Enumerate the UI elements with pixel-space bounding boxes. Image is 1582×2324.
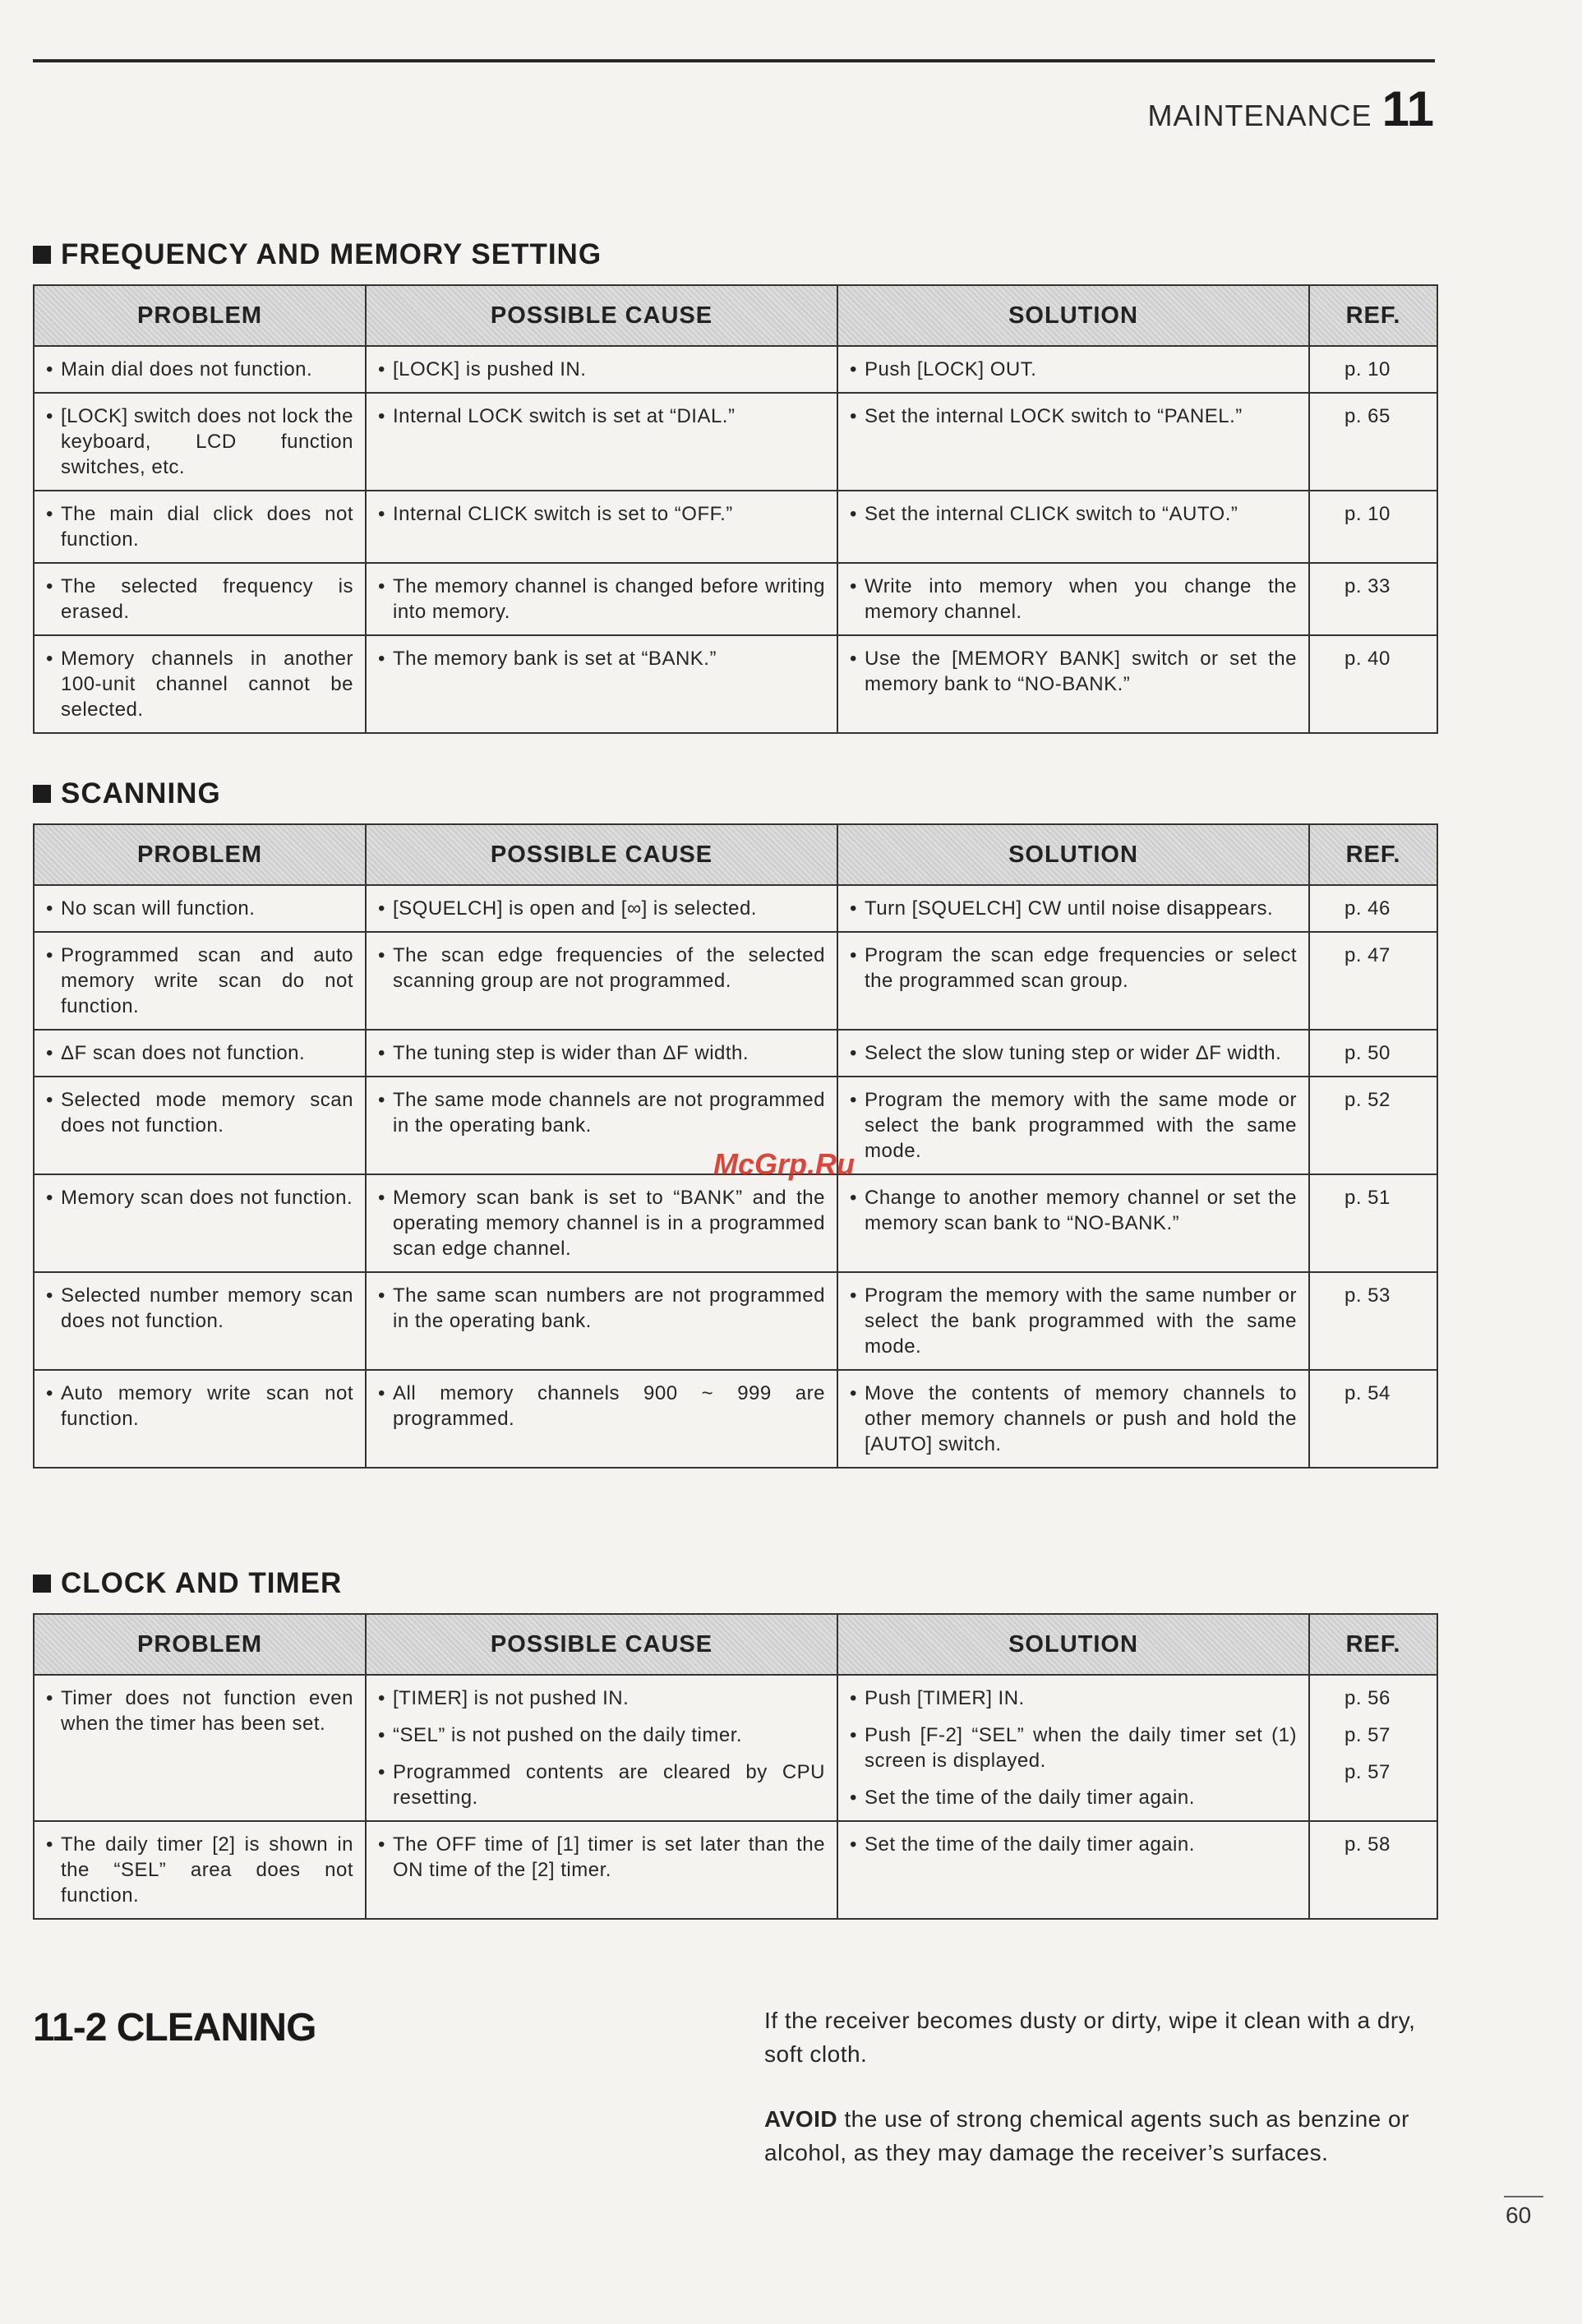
bullet-icon: • — [850, 944, 857, 966]
bullet-icon: • — [850, 405, 857, 427]
problem-cell — [34, 1077, 366, 1174]
solution-cell — [837, 635, 1309, 733]
solution — [850, 1087, 1297, 1164]
solution — [850, 574, 1297, 625]
ref-cell — [1309, 1675, 1437, 1821]
cause — [378, 1381, 825, 1432]
bullet-icon: • — [46, 944, 53, 966]
cause — [378, 1685, 825, 1711]
cause-cell — [366, 1675, 837, 1821]
table-row — [34, 1675, 1437, 1821]
cause — [378, 896, 825, 921]
bullet-icon: • — [378, 1687, 385, 1709]
cause-text: The same scan numbers are not programmed in the operating bank. — [393, 1284, 825, 1332]
solution-cell — [837, 1272, 1309, 1370]
page-ref: p. 40 — [1344, 648, 1391, 670]
solution — [850, 1685, 1297, 1711]
solution — [850, 943, 1297, 994]
cleaning-paragraph: If the receiver becomes dusty or dirty, wipe it clean with a dry, soft cloth. — [764, 2008, 1416, 2067]
problem-text: Selected number memory scan does not function. — [61, 1284, 353, 1332]
solution-cell — [837, 1821, 1309, 1919]
solution-cell — [837, 1675, 1309, 1821]
ref-cell — [1309, 1077, 1437, 1174]
solution-text: Move the contents of memory channels to other memory channels or push and hold the [AUTO] switch. — [865, 1382, 1297, 1455]
cause-cell — [366, 393, 837, 491]
cause-text: Internal LOCK switch is set at “DIAL.” — [393, 405, 736, 427]
bullet-icon: • — [378, 1187, 385, 1209]
bullet-icon: • — [850, 1382, 857, 1404]
solution-text: Set the internal LOCK switch to “PANEL.” — [865, 405, 1243, 427]
bullet-icon: • — [378, 1089, 385, 1111]
problem — [46, 1087, 353, 1138]
table-row — [34, 885, 1437, 932]
section-clock-timer — [33, 1559, 1437, 1920]
ref-cell — [1309, 393, 1437, 491]
solution-text: Push [LOCK] OUT. — [865, 358, 1037, 380]
cause — [378, 1185, 825, 1261]
bullet-icon: • — [378, 1042, 385, 1064]
bullet-icon: • — [378, 1284, 385, 1307]
problem — [46, 1040, 353, 1066]
bullet-icon: • — [46, 358, 53, 380]
problem-cell — [34, 1030, 366, 1077]
bullet-icon: • — [850, 1089, 857, 1111]
cause-cell — [366, 1030, 837, 1077]
problem — [46, 357, 353, 382]
problem-cell — [34, 346, 366, 393]
solution-text: Program the scan edge frequencies or select the programmed scan group. — [865, 944, 1297, 992]
ref-cell — [1309, 491, 1437, 563]
bullet-icon: • — [46, 1687, 53, 1709]
cause — [378, 943, 825, 994]
ref-cell — [1309, 346, 1437, 393]
bullet-icon: • — [850, 575, 857, 597]
cause-text: The tuning step is wider than ΔF width. — [393, 1042, 749, 1064]
problem-cell — [34, 563, 366, 635]
problem-cell — [34, 393, 366, 491]
cause — [378, 357, 825, 382]
col-header-solution: SOLUTION — [837, 285, 1309, 346]
cause — [378, 1759, 825, 1810]
solution-text: Write into memory when you change the memory channel. — [865, 575, 1297, 623]
table-row — [34, 1174, 1437, 1272]
cause-cell — [366, 346, 837, 393]
problem-text: Memory scan does not function. — [61, 1187, 353, 1209]
section-scanning — [33, 769, 1437, 1469]
ref-cell — [1309, 635, 1437, 733]
watermark-text: McGrp.Ru — [713, 1147, 856, 1181]
problem — [46, 501, 353, 552]
cause-text: Memory scan bank is set to “BANK” and the operating memory channel is in a programmed scan edge channel. — [393, 1187, 825, 1260]
problem — [46, 1283, 353, 1334]
cause-cell — [366, 635, 837, 733]
cause-text: The scan edge frequencies of the selected scanning group are not programmed. — [393, 944, 825, 992]
page-ref: p. 47 — [1344, 944, 1391, 966]
bullet-icon: • — [378, 405, 385, 427]
problem — [46, 943, 353, 1019]
bullet-icon: • — [46, 1284, 53, 1307]
ref-cell — [1309, 1174, 1437, 1272]
page-ref: p. 53 — [1344, 1284, 1391, 1307]
cause — [378, 1832, 825, 1883]
cause-cell — [366, 491, 837, 563]
solution-text: Change to another memory channel or set the memory scan bank to “NO-BANK.” — [865, 1187, 1297, 1234]
bullet-icon: • — [378, 503, 385, 525]
solution-cell — [837, 491, 1309, 563]
cause-text: The memory bank is set at “BANK.” — [393, 648, 717, 670]
bullet-icon: • — [850, 897, 857, 920]
bullet-icon: • — [46, 1042, 53, 1064]
page-ref: p. 58 — [1344, 1833, 1391, 1856]
solution-text: Set the internal CLICK switch to “AUTO.” — [865, 503, 1238, 525]
problem-text: Main dial does not function. — [61, 358, 313, 380]
problem — [46, 1185, 353, 1210]
cause-text: The memory channel is changed before writing into memory. — [393, 575, 825, 623]
ref-cell — [1309, 563, 1437, 635]
bullet-icon: • — [850, 1687, 857, 1709]
problem-text: The main dial click does not function. — [61, 503, 353, 551]
bullet-icon: • — [850, 503, 857, 525]
problem-text: Auto memory write scan not function. — [61, 1382, 353, 1430]
problem — [46, 403, 353, 480]
col-header-problem: PROBLEM — [34, 824, 366, 885]
cause-cell — [366, 932, 837, 1030]
col-header-ref: REF. — [1309, 1614, 1437, 1675]
ref-cell — [1309, 1370, 1437, 1468]
solution-cell — [837, 346, 1309, 393]
problem-text: Programmed scan and auto memory write scan do not function. — [61, 944, 353, 1017]
cause-cell — [366, 1370, 837, 1468]
section-title: SCANNING — [61, 777, 221, 809]
problem-text: No scan will function. — [61, 897, 256, 920]
cause-cell — [366, 1174, 837, 1272]
page-ref: p. 54 — [1344, 1382, 1391, 1404]
bullet-square-icon — [33, 246, 51, 264]
bullet-square-icon — [33, 785, 51, 803]
troubleshooting-table — [33, 823, 1438, 1469]
solution — [850, 646, 1297, 697]
bullet-icon: • — [378, 358, 385, 380]
page-ref: p. 50 — [1344, 1042, 1391, 1064]
solution-text: Use the [MEMORY BANK] switch or set the memory bank to “NO-BANK.” — [865, 648, 1297, 695]
bullet-icon: • — [850, 1187, 857, 1209]
problem-cell — [34, 885, 366, 932]
cause-text: [TIMER] is not pushed IN. — [393, 1687, 630, 1709]
solution-text: Select the slow tuning step or wider ΔF width. — [865, 1042, 1282, 1064]
section-frequency-memory — [33, 230, 1437, 734]
section-title: CLOCK AND TIMER — [61, 1567, 343, 1599]
cause — [378, 1040, 825, 1066]
table-row — [34, 346, 1437, 393]
table-row — [34, 635, 1437, 733]
troubleshooting-table — [33, 1613, 1438, 1920]
bullet-icon: • — [850, 358, 857, 380]
cause — [378, 1283, 825, 1334]
bullet-icon: • — [378, 944, 385, 966]
solution — [850, 1283, 1297, 1359]
solution-text: Push [F-2] “SEL” when the daily timer set (1) screen is displayed. — [865, 1724, 1297, 1772]
bullet-icon: • — [378, 1724, 385, 1746]
troubleshooting-table — [33, 284, 1438, 734]
solution — [850, 1185, 1297, 1236]
cause — [378, 501, 825, 527]
cause-text: “SEL” is not pushed on the daily timer. — [393, 1724, 743, 1746]
section-title: FREQUENCY AND MEMORY SETTING — [61, 238, 602, 270]
page-ref: p. 57 — [1344, 1761, 1391, 1783]
solution-cell — [837, 1370, 1309, 1468]
table-row — [34, 563, 1437, 635]
chapter-number: 11 — [1381, 81, 1434, 136]
solution-text: Set the time of the daily timer again. — [865, 1833, 1195, 1856]
page-ref: p. 65 — [1344, 405, 1391, 427]
cleaning-heading: 11-2 CLEANING — [33, 2006, 316, 2050]
page-ref: p. 46 — [1344, 897, 1391, 920]
bullet-icon: • — [850, 1787, 857, 1809]
page-ref: p. 33 — [1344, 575, 1391, 597]
col-header-ref: REF. — [1309, 824, 1437, 885]
col-header-solution: SOLUTION — [837, 824, 1309, 885]
solution — [850, 1381, 1297, 1457]
problem-text: ΔF scan does not function. — [61, 1042, 306, 1064]
table-row — [34, 1272, 1437, 1370]
problem-cell — [34, 635, 366, 733]
problem — [46, 1381, 353, 1432]
cause-cell — [366, 885, 837, 932]
solution — [850, 501, 1297, 527]
page-header — [1148, 81, 1434, 137]
problem — [46, 1685, 353, 1736]
solution — [850, 1722, 1297, 1773]
footer-rule — [1504, 2196, 1543, 2197]
chapter-title: MAINTENANCE — [1147, 99, 1372, 132]
problem-text: Selected mode memory scan does not function. — [61, 1089, 353, 1137]
solution-cell — [837, 563, 1309, 635]
solution-cell — [837, 393, 1309, 491]
solution-cell — [837, 932, 1309, 1030]
col-header-cause: POSSIBLE CAUSE — [366, 1614, 837, 1675]
col-header-cause: POSSIBLE CAUSE — [366, 824, 837, 885]
bullet-icon: • — [46, 503, 53, 525]
bullet-icon: • — [850, 1284, 857, 1307]
ref-cell — [1309, 885, 1437, 932]
problem-cell — [34, 1272, 366, 1370]
page-number: 60 — [1506, 2202, 1532, 2228]
problem — [46, 1832, 353, 1908]
problem-text: [LOCK] switch does not lock the keyboard, LCD function switches, etc. — [61, 405, 353, 478]
table-row — [34, 491, 1437, 563]
bullet-icon: • — [46, 575, 53, 597]
bullet-icon: • — [850, 648, 857, 670]
cause-text: All memory channels 900 ~ 999 are programmed. — [393, 1382, 825, 1430]
page-ref: p. 52 — [1344, 1089, 1391, 1111]
header-rule — [33, 59, 1435, 62]
bullet-icon: • — [378, 1833, 385, 1856]
solution — [850, 896, 1297, 921]
problem-text: Timer does not function even when the timer has been set. — [61, 1687, 353, 1735]
problem-cell — [34, 491, 366, 563]
bullet-icon: • — [378, 897, 385, 920]
col-header-problem: PROBLEM — [34, 285, 366, 346]
solution — [850, 1040, 1297, 1066]
cause-text: Programmed contents are cleared by CPU resetting. — [393, 1761, 825, 1809]
bullet-icon: • — [850, 1724, 857, 1746]
problem-cell — [34, 1174, 366, 1272]
cause-cell — [366, 1272, 837, 1370]
cause-text: [LOCK] is pushed IN. — [393, 358, 587, 380]
cause — [378, 1722, 825, 1748]
solution-cell — [837, 1030, 1309, 1077]
cause-text: Internal CLICK switch is set to “OFF.” — [393, 503, 733, 525]
solution-cell — [837, 1077, 1309, 1174]
solution-text: Push [TIMER] IN. — [865, 1687, 1025, 1709]
problem — [46, 646, 353, 722]
solution-text: Program the memory with the same mode or select the bank programmed with the same mode. — [865, 1089, 1297, 1162]
solution-cell — [837, 885, 1309, 932]
bullet-icon: • — [46, 1833, 53, 1856]
page-ref: p. 10 — [1344, 358, 1391, 380]
cleaning-paragraph — [764, 2102, 1438, 2170]
table-row — [34, 1821, 1437, 1919]
problem-cell — [34, 932, 366, 1030]
ref-cell — [1309, 1272, 1437, 1370]
problem-text: Memory channels in another 100-unit channel cannot be selected. — [61, 648, 353, 721]
cause-text: The OFF time of [1] timer is set later than the ON time of the [2] timer. — [393, 1833, 825, 1881]
cause — [378, 1087, 825, 1138]
page-ref: p. 56 — [1344, 1687, 1391, 1709]
bullet-icon: • — [378, 648, 385, 670]
ref-cell — [1309, 1030, 1437, 1077]
bullet-square-icon — [33, 1575, 51, 1593]
table-row — [34, 932, 1437, 1030]
cause-cell — [366, 1821, 837, 1919]
col-header-solution: SOLUTION — [837, 1614, 1309, 1675]
cause — [378, 403, 825, 429]
avoid-keyword: AVOID — [764, 2106, 838, 2132]
col-header-ref: REF. — [1309, 285, 1437, 346]
problem — [46, 574, 353, 625]
problem-cell — [34, 1821, 366, 1919]
ref-cell — [1309, 932, 1437, 1030]
bullet-icon: • — [46, 1382, 53, 1404]
problem-text: The selected frequency is erased. — [61, 575, 353, 623]
problem-cell — [34, 1370, 366, 1468]
avoid-text: the use of strong chemical agents such as benzine or alcohol, as they may damage the receiver’s surfaces. — [764, 2106, 1409, 2165]
solution-text: Set the time of the daily timer again. — [865, 1787, 1195, 1809]
col-header-problem: PROBLEM — [34, 1614, 366, 1675]
solution-cell — [837, 1174, 1309, 1272]
bullet-icon: • — [46, 897, 53, 920]
solution-text: Turn [SQUELCH] CW until noise disappears. — [865, 897, 1274, 920]
cause — [378, 574, 825, 625]
problem-cell — [34, 1675, 366, 1821]
bullet-icon: • — [378, 575, 385, 597]
col-header-cause: POSSIBLE CAUSE — [366, 285, 837, 346]
cause-text: The same mode channels are not programmed in the operating bank. — [393, 1089, 825, 1137]
bullet-icon: • — [378, 1382, 385, 1404]
bullet-icon: • — [46, 405, 53, 427]
bullet-icon: • — [46, 1187, 53, 1209]
bullet-icon: • — [46, 648, 53, 670]
problem-text: The daily timer [2] is shown in the “SEL” area does not function. — [61, 1833, 353, 1907]
solution — [850, 1785, 1297, 1810]
cause — [378, 646, 825, 671]
cause-text: [SQUELCH] is open and [∞] is selected. — [393, 897, 757, 920]
bullet-icon: • — [850, 1833, 857, 1856]
solution — [850, 403, 1297, 429]
page-ref: p. 10 — [1344, 503, 1391, 525]
page-ref: p. 51 — [1344, 1187, 1391, 1209]
page-ref: p. 57 — [1344, 1724, 1391, 1746]
cause-cell — [366, 563, 837, 635]
table-row — [34, 393, 1437, 491]
solution — [850, 357, 1297, 382]
solution — [850, 1832, 1297, 1857]
table-row — [34, 1370, 1437, 1468]
solution-text: Program the memory with the same number or select the bank programmed with the same mode. — [865, 1284, 1297, 1358]
ref-cell — [1309, 1821, 1437, 1919]
bullet-icon: • — [850, 1042, 857, 1064]
table-row — [34, 1030, 1437, 1077]
bullet-icon: • — [378, 1761, 385, 1783]
cleaning-body — [764, 2004, 1438, 2201]
problem — [46, 896, 353, 921]
bullet-icon: • — [46, 1089, 53, 1111]
